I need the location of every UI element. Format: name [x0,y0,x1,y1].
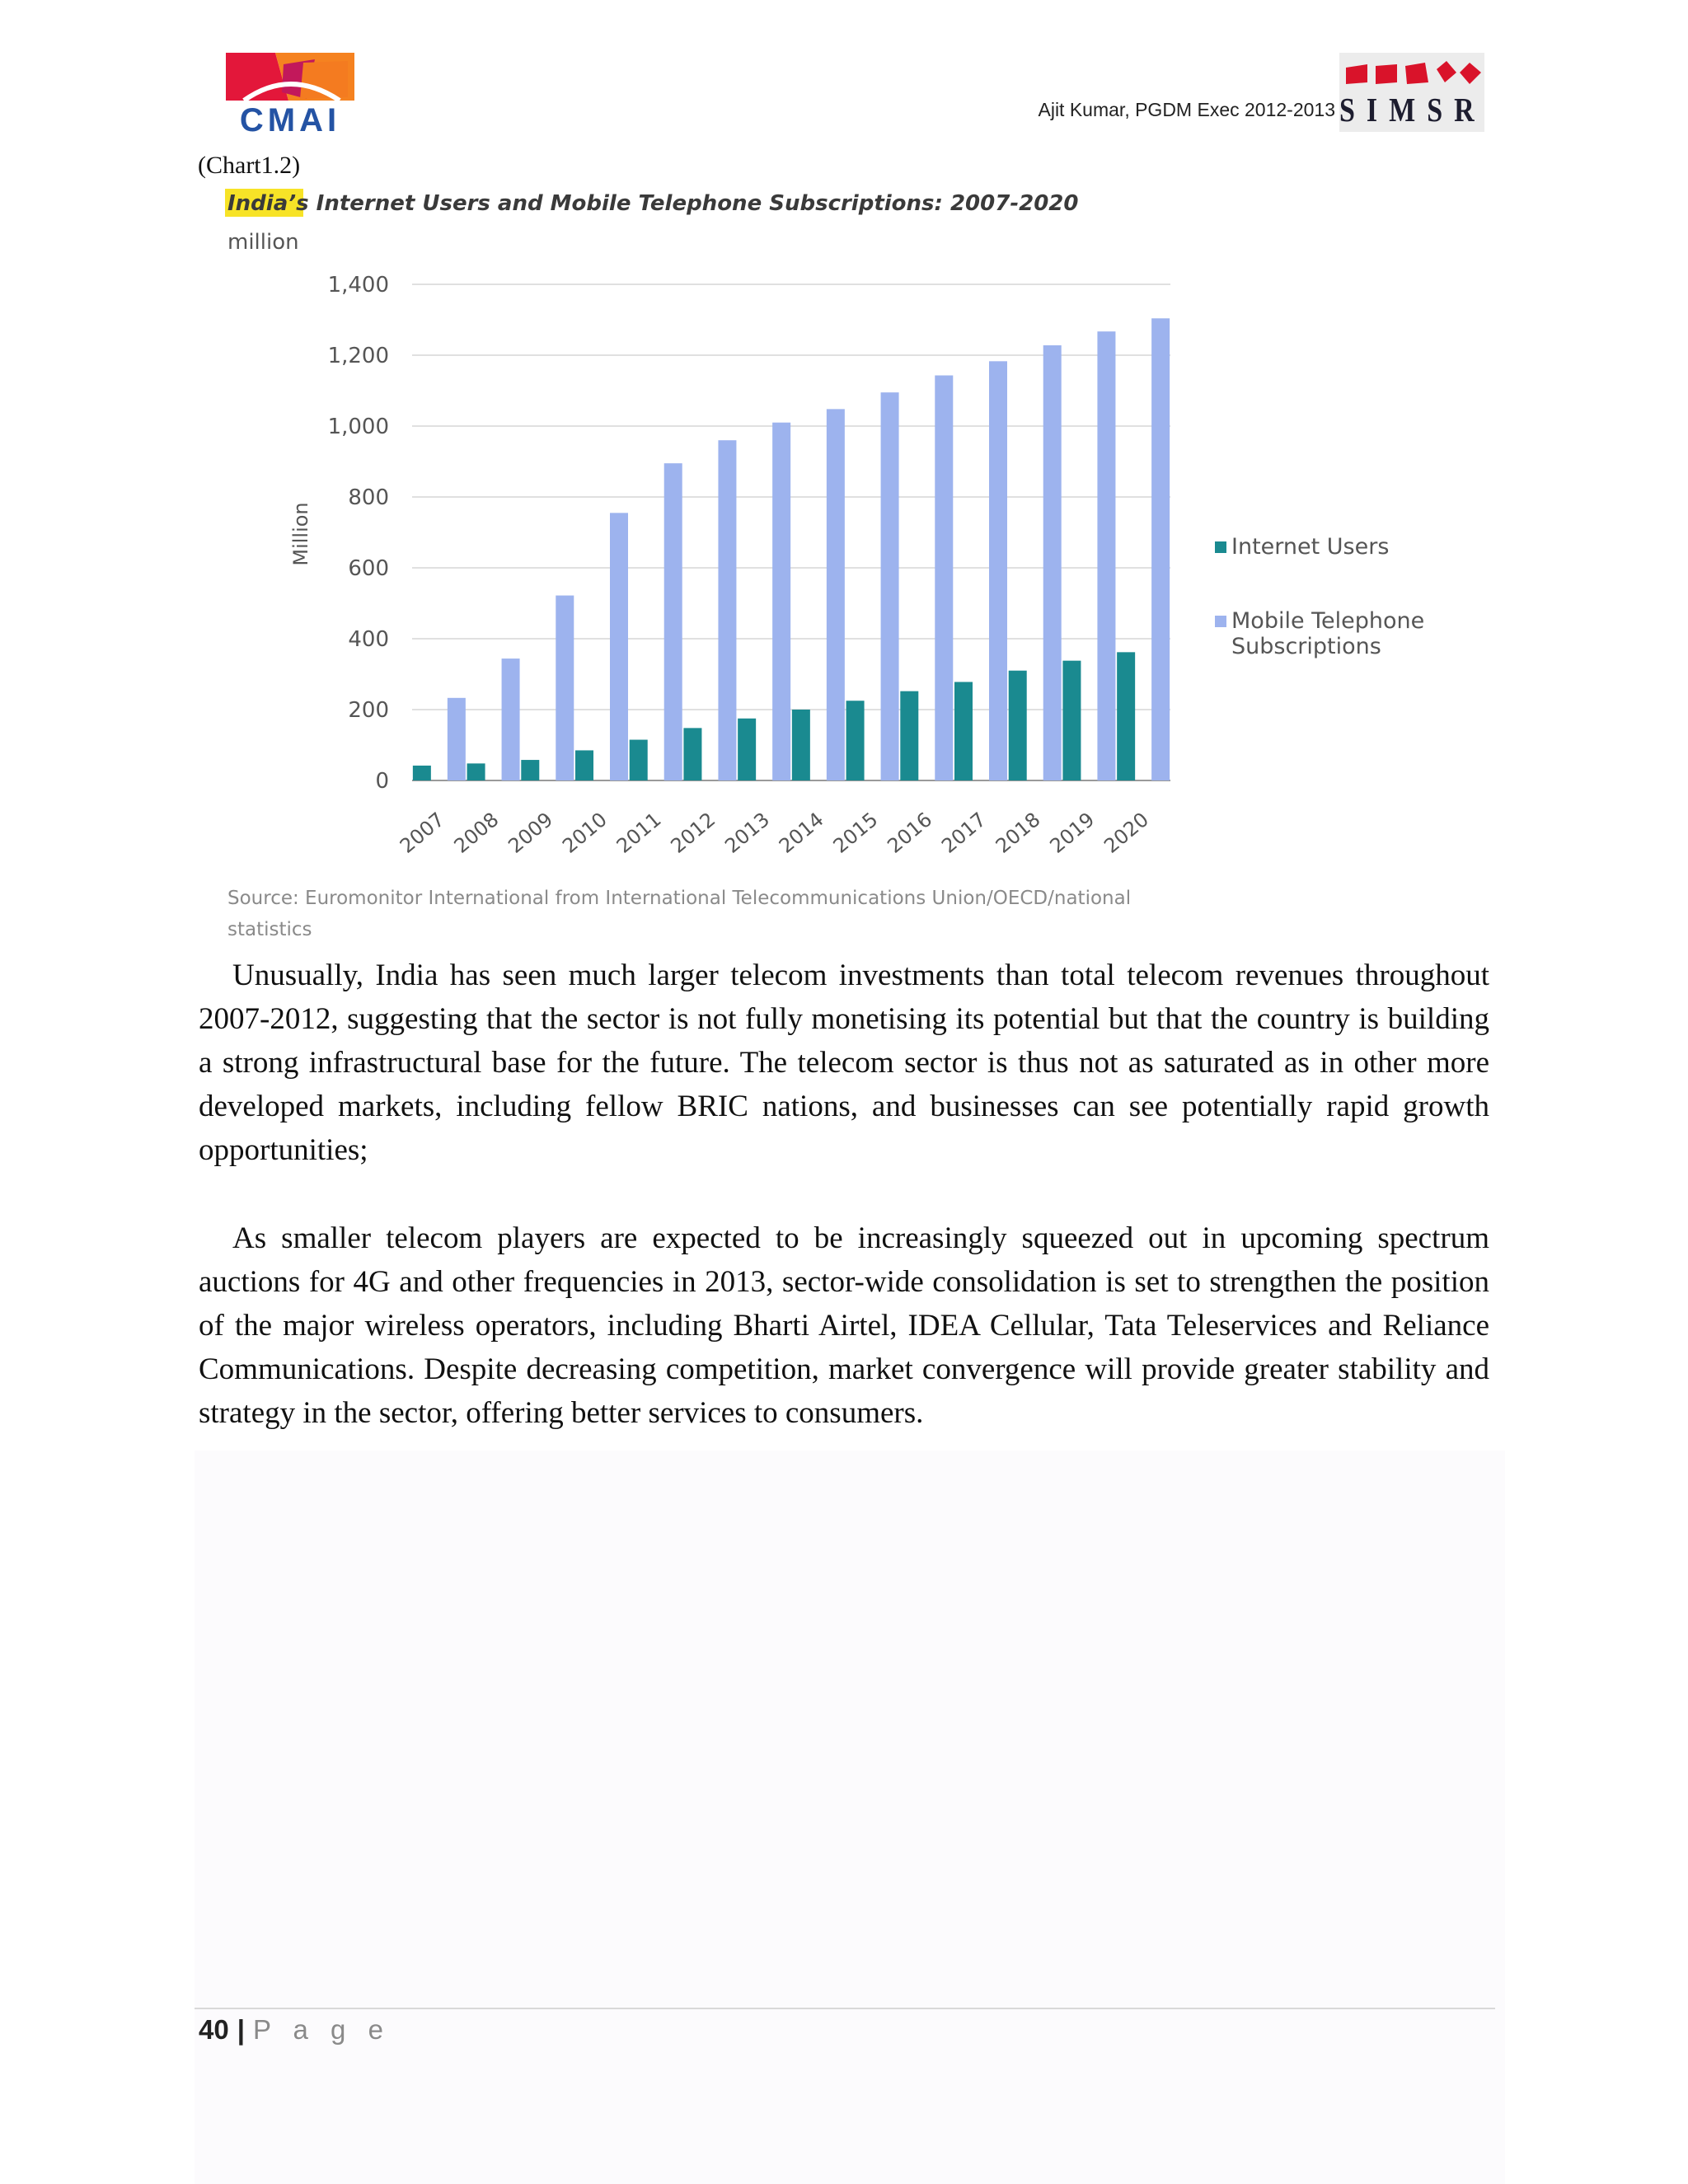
legend-label-internet: Internet Users [1231,534,1390,560]
bar-chart [198,177,1484,944]
bar-internet-users [1062,661,1081,780]
bar-mobile-subscriptions [827,409,845,780]
chart-title [227,191,1079,216]
page-number: 40 [199,2014,229,2045]
chart-source-line1: Source: Euromonitor International from International Telecommunications Union/OECD/national [227,888,1132,909]
bar-mobile-subscriptions [610,513,628,780]
chart-caption: (Chart1.2) [198,152,301,179]
y-tick-label: 1,400 [327,273,389,298]
x-tick-label: 2012 [666,808,720,858]
paragraph-1: Unusually, India has seen much larger telecom investments than total telecom revenues throughout 2007-2012, suggesting that the sector is not fully monetising its potential but that the country is building a strong infrastructural base for the future. The telecom sector is thus not as saturated as in other more developed markets, including fellow BRIC nations, and businesses can see potentially rapid growth opportunities; [199,958,1489,1167]
bar-internet-users [413,766,431,780]
bar-internet-users [846,701,865,780]
header-author: Ajit Kumar, PGDM Exec 2012-2013 [1038,99,1335,120]
bar-mobile-subscriptions [1043,345,1062,780]
bar-internet-users [954,682,973,780]
bar-mobile-subscriptions [1151,318,1170,780]
bar-internet-users [521,760,539,780]
page-footer [199,2014,391,2046]
bar-mobile-subscriptions [502,658,520,780]
page-background [195,1451,1505,2184]
x-tick-label: 2016 [883,808,937,858]
simsr-logo [1339,53,1484,132]
chart-title-rest: ’s Internet Users and Mobile Telephone Subscriptions: 2007-2020 [288,191,1079,216]
x-tick-label: 2011 [612,808,666,858]
x-tick-label: 2009 [504,808,558,858]
bar-mobile-subscriptions [448,698,466,780]
chart-unit-label: million [227,230,299,255]
bar-internet-users [575,750,593,780]
y-tick-label: 1,200 [327,344,389,368]
bar-internet-users [1117,652,1135,780]
y-tick-label: 400 [348,627,389,652]
bar-mobile-subscriptions [989,361,1007,780]
paragraph-2: As smaller telecom players are expected to be increasingly squeezed out in upcoming spectrum auctions for 4G and other frequencies in 2013, sector-wide consolidation is set to strengthen the position of the major wireless operators, including Bharti Airtel, IDEA Cellular, Tata Teleservices and Reliance Communications. Despite decreasing competition, market convergence will provide greater stability and strategy in the sector, offering better services to consumers. [199,1221,1489,1430]
simsr-logo-marks [1339,58,1484,91]
x-tick-label: 2017 [937,808,991,858]
chart-source-line2: statistics [227,919,312,940]
legend-swatch-internet [1215,541,1226,553]
x-tick-label: 2008 [449,808,504,858]
bar-mobile-subscriptions [718,440,736,780]
bar-mobile-subscriptions [772,423,790,780]
bar-mobile-subscriptions [935,376,953,780]
y-tick-label: 0 [375,769,389,794]
legend-label-mobile-cont: Subscriptions [1231,634,1381,659]
bar-internet-users [738,719,756,780]
bar-mobile-subscriptions [664,463,682,780]
bar-mobile-subscriptions [556,596,574,780]
bar-mobile-subscriptions [1097,331,1115,780]
chart-title-india: India [227,191,288,216]
bar-internet-users [900,691,918,780]
chart-legend [1215,534,1424,659]
y-axis-label: Million [289,502,312,566]
bar-internet-users [1009,671,1027,780]
legend-swatch-mobile [1215,616,1226,627]
y-tick-label: 200 [348,698,389,723]
x-tick-label: 2010 [558,808,612,858]
bar-internet-users [792,710,810,780]
footer-separator: | [237,2014,245,2045]
x-axis-ticks [396,808,1153,858]
bar-mobile-subscriptions [881,392,899,780]
simsr-logo-text: SIMSR [1339,92,1486,129]
cmai-logo-text: CMAI [239,102,341,138]
x-tick-label: 2020 [1100,808,1153,858]
footer-divider [195,2008,1495,2009]
bar-internet-users [683,728,701,780]
legend-label-mobile: Mobile Telephone [1231,608,1425,634]
page-label: P a g e [252,2014,391,2045]
y-tick-label: 600 [348,556,389,581]
x-tick-label: 2014 [774,808,828,858]
x-tick-label: 2019 [1045,808,1100,858]
bar-internet-users [630,740,648,780]
x-tick-label: 2007 [395,808,449,858]
y-tick-label: 1,000 [327,415,389,439]
x-tick-label: 2018 [991,808,1045,858]
bar-series [413,318,1170,780]
bar-internet-users [467,763,485,780]
y-axis-ticks [328,273,389,794]
x-tick-label: 2015 [828,808,883,858]
y-tick-label: 800 [348,485,389,510]
x-tick-label: 2013 [720,808,774,858]
